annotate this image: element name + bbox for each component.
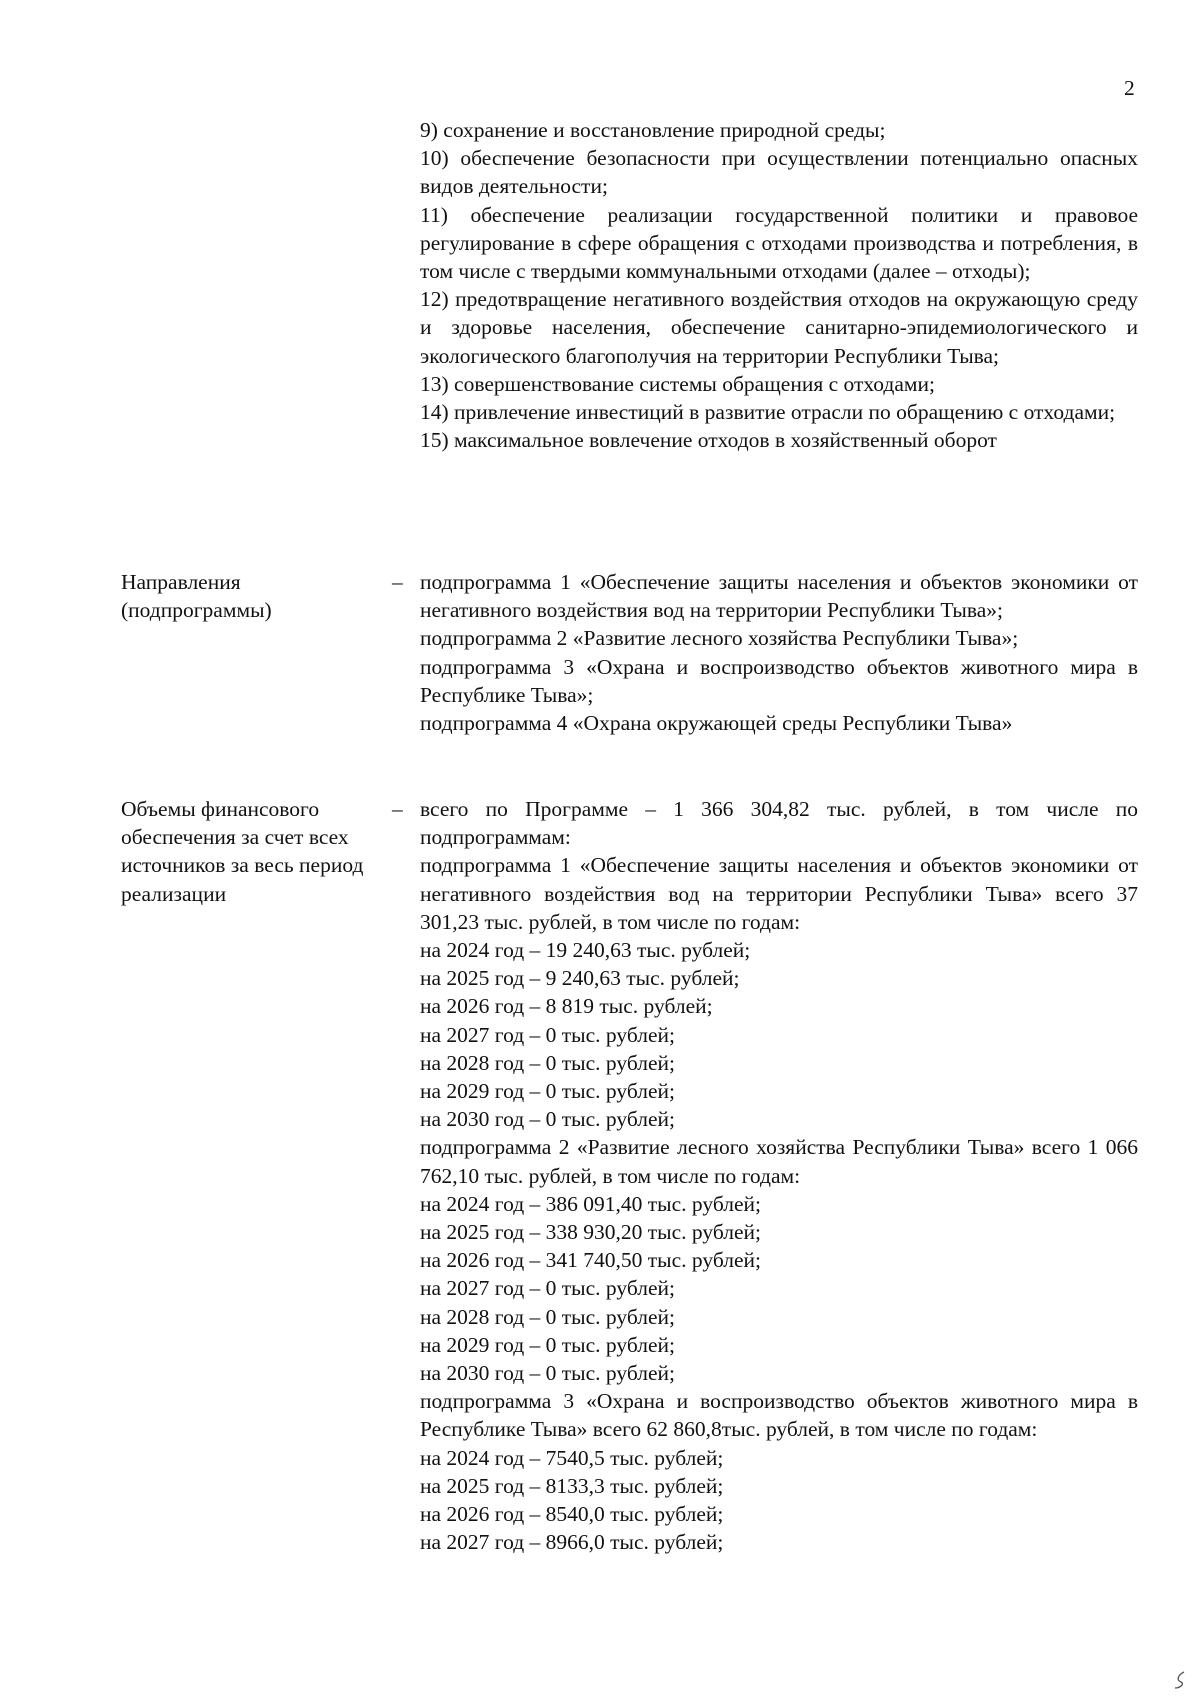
goal-item-15: 15) максимальное вовлечение отходов в хозяйственный оборот: [420, 428, 997, 453]
goal-item-12: 12) предотвращение негативного воздействия отходов на окружающую среду и здоровье населения, обеспечение санитарно-эпидемиологического и экологического благополучия на территории Республики Тыва;: [420, 287, 1138, 368]
goals-list: [420, 116, 1138, 454]
direction-item: подпрограмма 4 «Охрана окружающей среды Республики Тыва»: [420, 711, 1013, 736]
goal-item-14: 14) привлечение инвестиций в развитие отрасли по обращению с отходами;: [420, 400, 1116, 425]
subprogram-3-year: на 2024 год – 7540,5 тыс. рублей;: [420, 1445, 724, 1470]
funding-label: Объемы финансового обеспечения за счет всех источников за весь период реализации: [121, 797, 364, 906]
funding-total: всего по Программе – 1 366 304,82 тыс. рублей, в том числе по подпрограммам:: [420, 797, 1138, 850]
subprogram-2-year: на 2026 год – 341 740,50 тыс. рублей;: [420, 1248, 761, 1273]
directions-list: [420, 568, 1138, 737]
direction-item: подпрограмма 3 «Охрана и воспроизводство объектов животного мира в Республике Тыва»;: [420, 654, 1138, 707]
funding-dash: –: [392, 797, 403, 821]
subprogram-3-year: на 2027 год – 8966,0 тыс. рублей;: [420, 1530, 724, 1555]
goal-item-10: 10) обеспечение безопасности при осуществлении потенциально опасных видов деятельности;: [420, 146, 1138, 199]
subprogram-1-year: на 2026 год – 8 819 тыс. рублей;: [420, 994, 713, 1019]
subprogram-1-year: на 2029 год – 0 тыс. рублей;: [420, 1079, 675, 1104]
subprogram-2-year: на 2029 год – 0 тыс. рублей;: [420, 1332, 675, 1357]
goal-item-9: 9) сохранение и восстановление природной среды;: [420, 118, 886, 142]
subprogram-1-year: на 2028 год – 0 тыс. рублей;: [420, 1050, 675, 1075]
subprogram-1-year: на 2025 год – 9 240,63 тыс. рублей;: [420, 966, 740, 991]
subprogram-2-year: на 2027 год – 0 тыс. рублей;: [420, 1276, 675, 1301]
goal-item-13: 13) совершенствование системы обращения с отходами;: [420, 371, 936, 396]
subprogram-3-year: на 2025 год – 8133,3 тыс. рублей;: [420, 1473, 724, 1498]
subprogram-1-year: на 2027 год – 0 тыс. рублей;: [420, 1022, 675, 1047]
direction-item: подпрограмма 2 «Развитие лесного хозяйства Республики Тыва»;: [420, 626, 1019, 651]
subprogram-1-year: на 2030 год – 0 тыс. рублей;: [420, 1107, 675, 1132]
goal-item-11: 11) обеспечение реализации государственной политики и правовое регулирование в сфере обращения с отходами производства и потребления, в том числе с твердыми коммунальными отходами (далее – отходы);: [420, 202, 1138, 284]
directions-label: Направления (подпрограммы): [121, 570, 272, 623]
subprogram-2-year: на 2025 год – 338 930,20 тыс. рублей;: [420, 1220, 761, 1245]
page-number: 2: [1124, 76, 1135, 100]
subprogram-1-intro: подпрограмма 1 «Обеспечение защиты населения и объектов экономики от негативного воздействия вод на территории Республики Тыва» всего 37 301,23 тыс. рублей, в том числе по годам:: [420, 853, 1138, 934]
direction-item: подпрограмма 1 «Обеспечение защиты населения и объектов экономики от негативного воздействия вод на территории Республики Тыва»;: [420, 570, 1138, 623]
subprogram-2-year: на 2028 год – 0 тыс. рублей;: [420, 1304, 675, 1329]
subprogram-1-year: на 2024 год – 19 240,63 тыс. рублей;: [420, 938, 751, 963]
subprogram-2-year: на 2024 год – 386 091,40 тыс. рублей;: [420, 1191, 761, 1216]
subprogram-3-year: на 2026 год – 8540,0 тыс. рублей;: [420, 1502, 724, 1527]
subprogram-2-intro: подпрограмма 2 «Развитие лесного хозяйства Республики Тыва» всего 1 066 762,10 тыс. рублей, в том числе по годам:: [420, 1135, 1138, 1188]
subprogram-3-intro: подпрограмма 3 «Охрана и воспроизводство объектов животного мира в Республике Тыва» всего 62 860,8тыс. рублей, в том числе по годам:: [420, 1389, 1138, 1442]
funding-details: [420, 795, 1138, 1556]
subprogram-2-year: на 2030 год – 0 тыс. рублей;: [420, 1361, 675, 1386]
directions-dash: –: [392, 570, 403, 594]
scan-mark-icon: [1172, 1670, 1188, 1690]
